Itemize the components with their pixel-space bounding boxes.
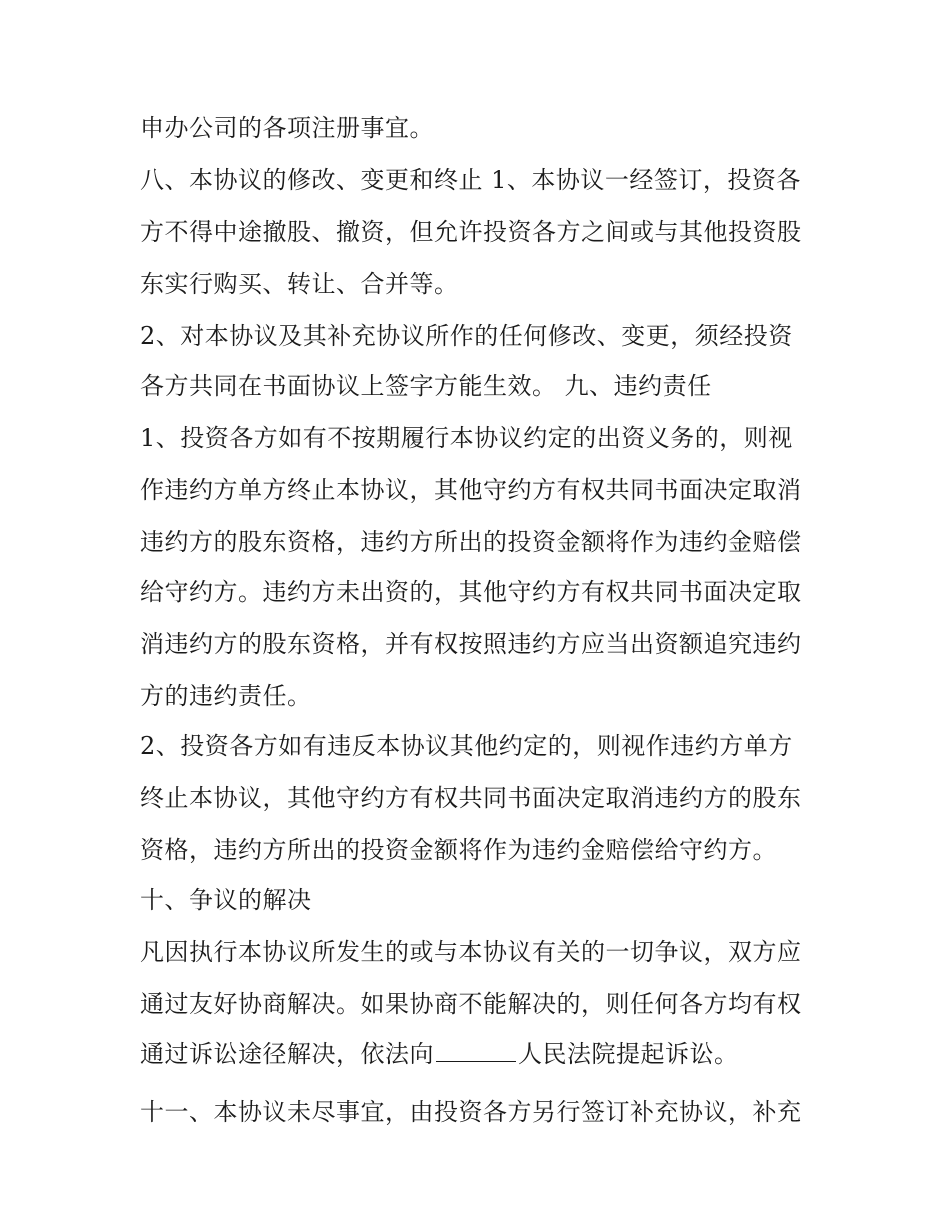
court-line [140, 1034, 830, 1074]
text-line: 通过友好协商解决。如果协商不能解决的，则任何各方均有权 [140, 990, 802, 1018]
text-line: 作违约方单方终止本协议，其他守约方有权共同书面决定取消 [140, 476, 802, 504]
text-line: 申办公司的各项注册事宜。 [140, 114, 434, 142]
text-line: 2、投资各方如有违反本协议其他约定的，则视作违约方单方 [140, 732, 793, 760]
text-line: 各方共同在书面协议上签字方能生效。 九、违约责任 [140, 372, 712, 400]
court-line-prefix: 通过诉讼途径解决，依法向 [140, 1040, 434, 1068]
court-line-suffix: 人民法院提起诉讼。 [518, 1040, 739, 1068]
text-line: 凡因执行本协议所发生的或与本协议有关的一切争议，双方应 [140, 938, 802, 966]
text-line: 十一、本协议未尽事宜，由投资各方另行签订补充协议，补充 [140, 1098, 802, 1126]
text-line: 2、对本协议及其补充协议所作的任何修改、变更，须经投资 [140, 322, 793, 350]
text-line: 方的违约责任。 [140, 682, 312, 710]
section-heading: 十、争议的解决 [140, 886, 312, 914]
text-line: 资格，违约方所出的投资金额将作为违约金赔偿给守约方。 [140, 836, 777, 864]
text-line: 终止本协议，其他守约方有权共同书面决定取消违约方的股东 [140, 784, 802, 812]
text-line: 八、本协议的修改、变更和终止 1、本协议一经签订，投资各 [140, 166, 801, 194]
text-line: 1、投资各方如有不按期履行本协议约定的出资义务的，则视 [140, 424, 793, 452]
text-line: 消违约方的股东资格，并有权按照违约方应当出资额追究违约 [140, 630, 802, 658]
text-line: 违约方的股东资格，违约方所出的投资金额将作为违约金赔偿 [140, 528, 802, 556]
court-name-blank [436, 1035, 516, 1062]
text-line: 东实行购买、转让、合并等。 [140, 270, 459, 298]
text-line: 方不得中途撤股、撤资，但允许投资各方之间或与其他投资股 [140, 218, 802, 246]
text-line: 给守约方。违约方未出资的，其他守约方有权共同书面决定取 [140, 578, 802, 606]
